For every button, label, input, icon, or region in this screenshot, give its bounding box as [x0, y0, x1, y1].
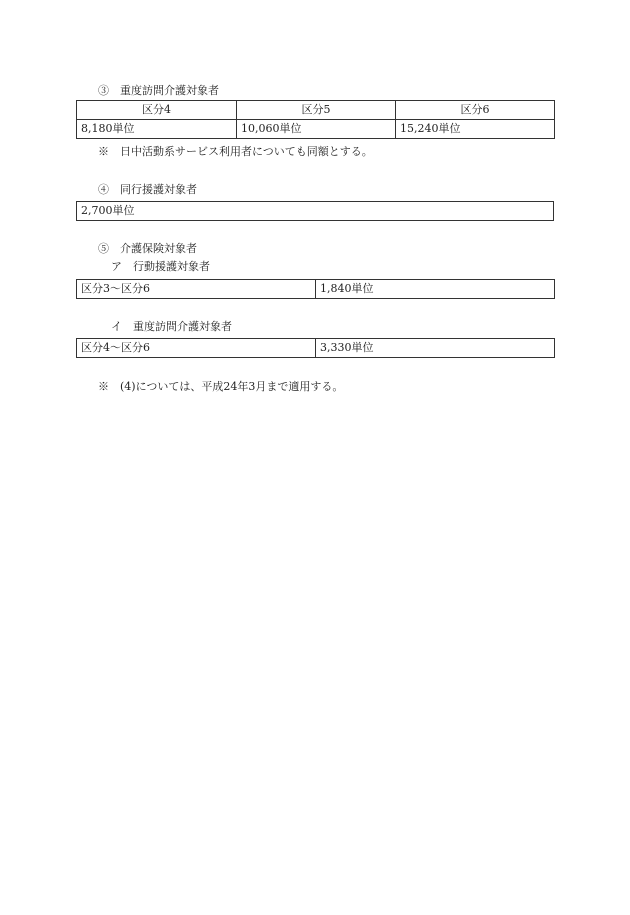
- section4-heading: ④ 同行援護対象者: [98, 183, 197, 196]
- value-cell-kubun5: 10,060単位: [237, 120, 396, 139]
- section5-sub-i-table: [76, 338, 555, 358]
- header-cell-kubun4: 区分4: [77, 101, 237, 120]
- table-row: [77, 101, 555, 120]
- table-row: [77, 120, 555, 139]
- section5-sub-a-table: [76, 279, 555, 299]
- value-cell-kubun6: 15,240単位: [396, 120, 555, 139]
- sub-a-value-cell: 1,840単位: [316, 280, 555, 299]
- section5-heading: ⑤ 介護保険対象者: [98, 242, 197, 255]
- footnote: ※ (4)については、平成24年3月まで適用する。: [98, 380, 344, 393]
- section3-table: [76, 100, 555, 139]
- table-row: [77, 280, 555, 299]
- sub-a-label-cell: 区分3～区分6: [77, 280, 316, 299]
- section3-note: ※ 日中活動系サービス利用者についても同額とする。: [98, 145, 373, 158]
- table-row: [77, 202, 554, 221]
- table-row: [77, 339, 555, 358]
- section4-value-cell: 2,700単位: [77, 202, 554, 221]
- section3-heading: ③ 重度訪問介護対象者: [98, 84, 219, 97]
- sub-i-value-cell: 3,330単位: [316, 339, 555, 358]
- section5-sub-i-heading: イ 重度訪問介護対象者: [111, 320, 232, 333]
- header-cell-kubun5: 区分5: [237, 101, 396, 120]
- value-cell-kubun4: 8,180単位: [77, 120, 237, 139]
- section5-sub-a-heading: ア 行動援護対象者: [111, 260, 210, 273]
- section4-table: [76, 201, 554, 221]
- header-cell-kubun6: 区分6: [396, 101, 555, 120]
- sub-i-label-cell: 区分4～区分6: [77, 339, 316, 358]
